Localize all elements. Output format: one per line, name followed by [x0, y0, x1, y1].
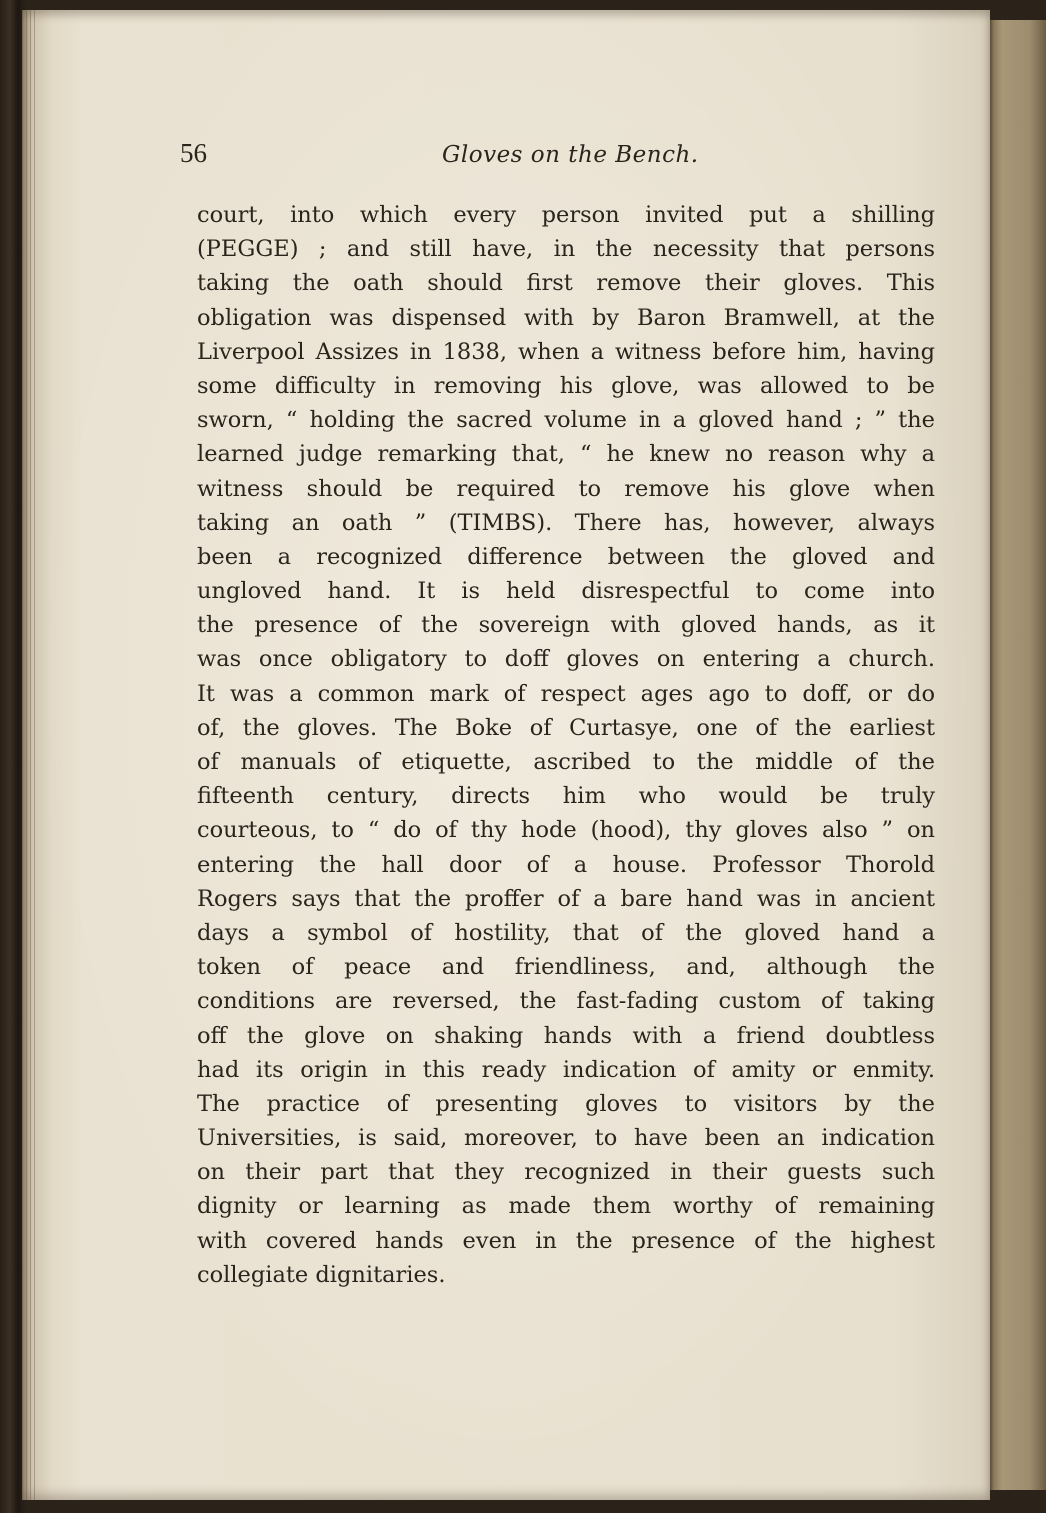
text-line: had its origin in this ready indication of amity or enmity.	[197, 1056, 935, 1083]
text-line: (PEGGE) ; and still have, in the necessity that persons	[197, 236, 935, 263]
text-line: ungloved hand. It is held disrespectful to come into	[197, 578, 935, 605]
text-line: Universities, is said, moreover, to have been an indication	[197, 1125, 935, 1152]
text-line: off the glove on shaking hands with a friend doubtless	[197, 1022, 935, 1049]
text-line: entering the hall door of a house. Professor Thorold	[197, 851, 935, 878]
text-line: days a symbol of hostility, that of the gloved hand a	[197, 919, 935, 946]
text-line: learned judge remarking that, “ he knew no reason why a	[197, 441, 935, 468]
text-line: the presence of the sovereign with gloved hands, as it	[197, 612, 935, 639]
text-line: courteous, to “ do of thy hode (hood), thy gloves also ” on	[197, 817, 935, 844]
text-line: obligation was dispensed with by Baron Bramwell, at the	[197, 304, 935, 331]
adjacent-page-edge	[990, 20, 1046, 1490]
text-line: of, the gloves. The Boke of Curtasye, one of the earliest	[197, 714, 935, 741]
text-line: It was a common mark of respect ages ago to doff, or do	[197, 680, 935, 707]
text-line: on their part that they recognized in their guests such	[197, 1159, 935, 1186]
running-title: Gloves on the Bench.	[442, 142, 699, 168]
text-line: token of peace and friendliness, and, although the	[197, 954, 935, 981]
text-line: of manuals of etiquette, ascribed to the middle of the	[197, 749, 935, 775]
text-line: Rogers says that the proffer of a bare hand was in ancient	[197, 885, 935, 912]
text-line: court, into which every person invited put a shilling	[197, 202, 935, 228]
text-line: taking the oath should first remove their gloves. This	[197, 270, 935, 297]
body-text	[197, 198, 935, 1292]
text-line: The practice of presenting gloves to visitors by the	[197, 1090, 935, 1117]
text-line: witness should be required to remove his glove when	[197, 475, 935, 502]
text-line: dignity or learning as made them worthy of remaining	[197, 1193, 935, 1220]
text-line: was once obligatory to doff gloves on entering a church.	[197, 646, 935, 673]
text-line: taking an oath ” (TIMBS). There has, however, always	[197, 509, 935, 536]
page-gutter	[22, 10, 38, 1500]
text-line: conditions are reversed, the fast-fading custom of taking	[197, 988, 935, 1015]
page-header	[180, 138, 740, 178]
text-line: collegiate dignitaries.	[197, 1261, 446, 1288]
text-line: sworn, “ holding the sacred volume in a gloved hand ; ” the	[197, 407, 935, 434]
text-line: fifteenth century, directs him who would be truly	[197, 783, 935, 810]
text-line: Liverpool Assizes in 1838, when a witness before him, having	[197, 338, 935, 365]
page-number: 56	[180, 138, 207, 168]
text-line: been a recognized difference between the gloved and	[197, 543, 935, 570]
text-line: with covered hands even in the presence of the highest	[197, 1227, 935, 1254]
text-line: some difficulty in removing his glove, was allowed to be	[197, 372, 935, 399]
